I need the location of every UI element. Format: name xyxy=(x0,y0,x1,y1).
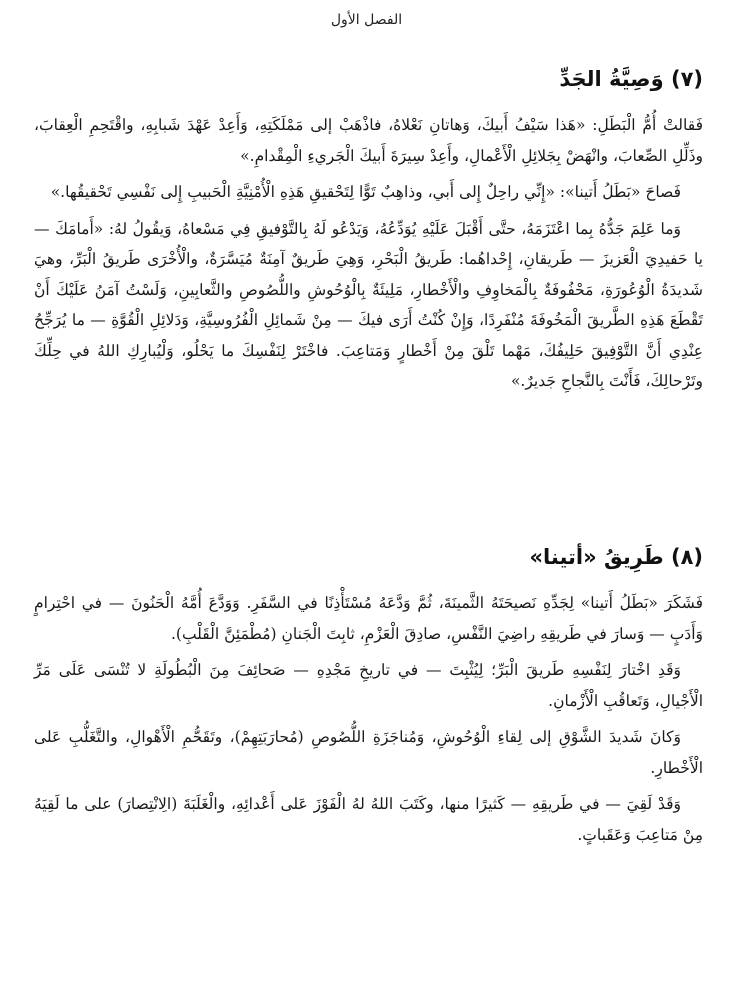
paragraph: وَقَدِ اخْتارَ لِنَفْسِهِ طَريقَ الْبَرِّ؛ لِيُثْبِتَ — في تاريخِ مَجْدِهِ — صَحائِفَ مِنَ الْبُطُولَةِ لا تُنْسَى عَلَى مَرِّ الْأَجْيالِ، وَتَعاقُبِ الْأَزْمانِ. xyxy=(34,661,703,710)
running-header: الفصل الأول xyxy=(330,12,403,28)
paragraph: وَما عَلِمَ جَدُّهُ بِما اعْتَزَمَهُ، حتَّى أَقْبَلَ عَلَيْهِ يُوَدِّعُهُ، وَيَدْعُو لَهُ بِالتَّوْفيقِ فِي مَسْعاهُ، وَيقُولُ لهُ: «أَمامَكَ — يا حَفيدِيَ الْعَزيزَ — طَريقانِ، إِحْداهُما: طَريقُ الْبَحْرِ، وَهِيَ طَريقٌ آمِنَةٌ مُيَسَّرَةٌ، والْأُخْرَى طَريقُ الْبَرِّ، وهيَ شَديدَةُ الْوُعُورَةِ، مَحْفُوفَةٌ بِالْمَخاوِفِ والْأَخْطارِ، مَلِيئَةٌ بِالْوُحُوشِ واللُّصُوصِ والثَّعابِينِ، وَلَسْتُ آمَنُ عَلَيْكَ أَنْ تَقْطَعَ هَذِهِ الطَّريقَ الْمَخُوفَةَ مُنْفَرِدًا، وَإِنْ كُنْتُ أَرَى فيكَ — مِنْ شَمائِلِ الْفُرُوسِيَّةِ، وَدَلائِلِ الْقُوَّةِ — ما يُرَجِّحُ عِنْدِي أَنَّ التَّوْفِيقَ حَلِيفُكَ، مَهْما تَلْقَ مِنْ أَخْطارٍ وَمَتاعِبَ. فاخْتَرْ لِنَفْسِكَ ما يَحْلُو، وَلْيُبارِكِ اللهُ في حِلِّكَ وتَرْحالِكَ، فَأَنْتَ بِالنَّجاحِ جَديرٌ.» xyxy=(34,219,703,390)
paragraph: وَكانَ شَديدَ الشَّوْقِ إلى لِقاءِ الْوُحُوشِ، وَمُناجَزَةِ اللُّصُوصِ (مُحارَبَتِهِمْ)، وتَقَحُّمِ الْأَهْوالِ، والتَّغَلُّبِ عَلى الْأَخْطارِ. xyxy=(34,728,703,777)
paragraph: فَقالتْ أُمُّ الْبَطَلِ: «هَذا سَيْفُ أَبيكَ، وَهاتانِ نَعْلاهُ، فاذْهَبْ إلى مَمْلَكَتِهِ، وَأَعِدْ عَهْدَ شَبابِهِ، واقْتَحِمِ الْعِقابَ، وذَلِّلِ الصِّعابَ، وانْهَضْ بِجَلائِلِ الْأَعْمالِ، وأَعِدْ سِيرَةَ أَبيكَ الْجَريءِ الْمِقْدامِ.» xyxy=(34,116,703,165)
paragraph: فَصاحَ «بَطَلُ أَتينا»: «إِنِّي راحِلٌ إِلى أَبي، وذاهِبٌ تَوًّا لِتَحْقيقِ هَذِهِ الْأُمْنِيَّةِ الْحَبيبِ إِلى نَفْسِي تَحْقيقُها.» xyxy=(50,183,681,201)
section-athens-road xyxy=(34,540,703,856)
section-title: (٧) وَصِيَّةُ الجَدِّ xyxy=(559,67,703,91)
paragraph: وَقَدْ لَقِيَ — في طَريقِهِ — كَثيرًا منها، وكَتَبَ اللهُ لهُ الْفَوْزَ عَلى أَعْدائِهِ، والْغَلَبَةَ (الِانْتِصارَ) على ما لَقِيَهُ مِنْ مَتاعِبَ وَعَقَباتٍ. xyxy=(34,795,703,844)
section-title: (٨) طَرِيقُ «أتينا» xyxy=(529,545,703,569)
section-grandfather-advice xyxy=(34,62,703,403)
paragraph: فَشَكَرَ «بَطَلُ أَتينا» لِجَدِّهِ نَصيحَتَهُ الثَّمينَةَ، ثُمَّ وَدَّعَهُ مُسْتَأْذِنًا في السَّفَرِ. وَوَدَّعَ أُمَّهُ الْحَنُونَ — في احْتِرامٍ وَأَدَبٍ — وَسارَ في طَريقِهِ راضِيَ النَّفْسِ، صادِقَ الْعَزْمِ، ثابِتَ الْجَنانِ (مُطْمَئِنَّ الْقَلْبِ). xyxy=(34,594,703,643)
